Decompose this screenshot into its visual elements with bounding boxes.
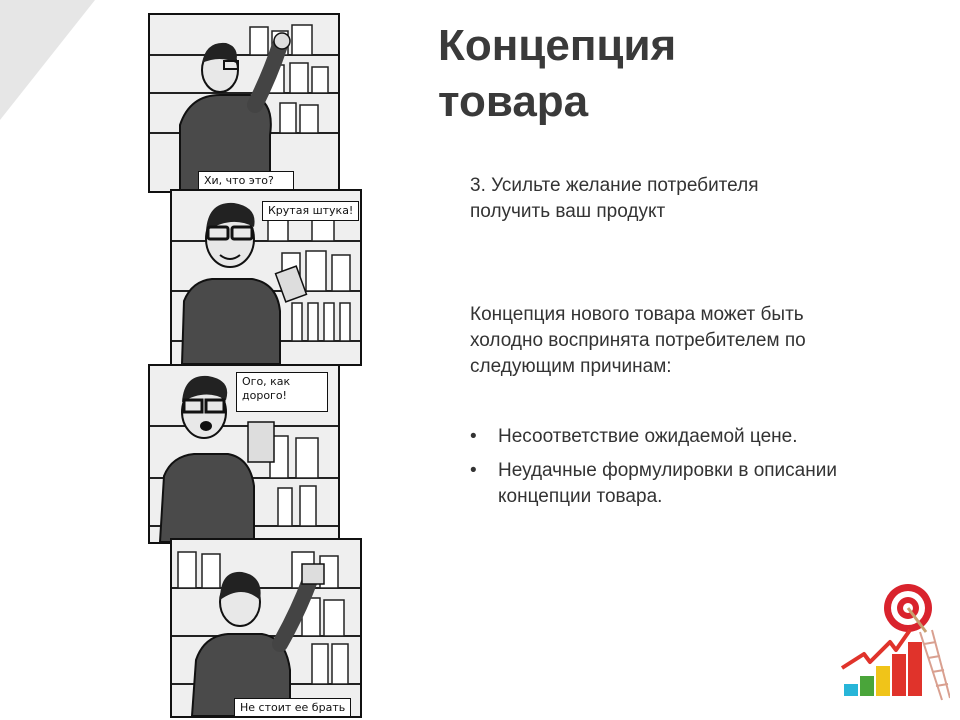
step-line: получить ваш продукт [470, 201, 666, 222]
step-text [470, 173, 758, 225]
list-item-line: Несоответствие ожидаемой цене. [498, 426, 798, 447]
title-line: Концепция [438, 21, 677, 70]
comic-illustration [150, 15, 338, 191]
corner-decoration [0, 0, 95, 120]
speech-bubble-4: Не стоит ее брать [234, 698, 351, 718]
slide-title [438, 18, 676, 130]
list-item [470, 458, 837, 510]
comic-panel-3 [148, 364, 340, 544]
intro-line: Концепция нового товара может быть [470, 304, 804, 325]
comic-panel-1 [148, 13, 340, 193]
bullet-icon: • [470, 426, 477, 447]
target-growth-icon [838, 580, 950, 704]
comic-panel-2 [170, 189, 362, 366]
speech-bubble-3: Ого, как дорого! [236, 372, 328, 412]
title-line: товара [438, 77, 589, 126]
comic-illustration [172, 540, 360, 716]
step-line: 3. Усильте желание потребителя [470, 175, 759, 196]
bullet-icon: • [470, 460, 477, 481]
intro-line: следующим причинам: [470, 356, 672, 377]
intro-text [470, 302, 806, 380]
comic-panel-4 [170, 538, 362, 718]
list-item-line: Неудачные формулировки в описании [498, 460, 837, 481]
list-item-line: концепции товара. [498, 486, 663, 507]
intro-line: холодно воспринята потребителем по [470, 330, 806, 351]
list-item [470, 424, 837, 450]
speech-bubble-2: Крутая штука! [262, 201, 359, 221]
speech-bubble-1: Хи, что это? [198, 171, 294, 191]
reasons-list [470, 424, 837, 518]
